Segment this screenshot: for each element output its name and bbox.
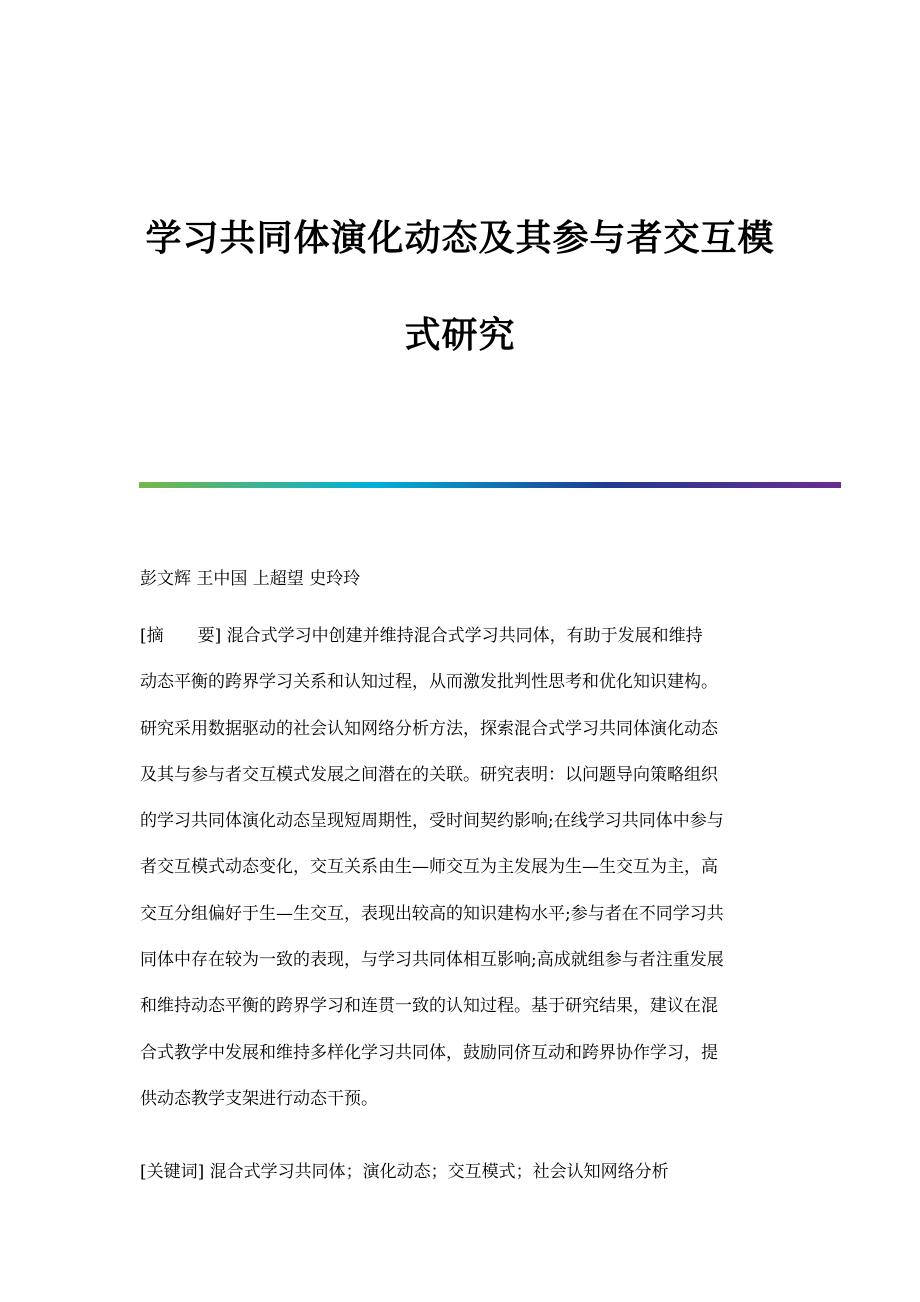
abstract-line: 及其与参与者交互模式发展之间潜在的关联。研究表明：以问题导向策略组织: [140, 764, 718, 785]
abstract-line: 和维持动态平衡的跨界学习和连贯一致的认知过程。基于研究结果，建议在混: [140, 996, 718, 1017]
paper-title-line-1: 学习共同体演化动态及其参与者交互模: [145, 218, 775, 259]
abstract-line: 供动态教学支架进行动态干预。: [140, 1088, 378, 1109]
gradient-divider: [139, 482, 841, 488]
abstract-line: 同体中存在较为一致的表现，与学习共同体相互影响;高成就组参与者注重发展: [140, 950, 724, 971]
abstract-line: 合式教学中发展和维持多样化学习共同体，鼓励同侪互动和跨界协作学习，提: [140, 1042, 718, 1063]
abstract-line: 者交互模式动态变化，交互关系由生—师交互为主发展为生—生交互为主，高: [140, 857, 718, 878]
abstract-line: 交互分组偏好于生—生交互，表现出较高的知识建构水平;参与者在不同学习共: [140, 903, 724, 924]
abstract-line: 研究采用数据驱动的社会认知网络分析方法，探索混合式学习共同体演化动态: [140, 718, 718, 739]
abstract-line: [摘 要] 混合式学习中创建并维持混合式学习共同体，有助于发展和维持: [140, 626, 703, 646]
abstract: [140, 622, 780, 1131]
paper-title-line-2: 式研究: [404, 315, 516, 356]
abstract-line: 的学习共同体演化动态呈现短周期性，受时间契约影响;在线学习共同体中参与: [140, 811, 724, 832]
abstract-line: 动态平衡的跨界学习关系和认知过程，从而激发批判性思考和优化知识建构。: [140, 672, 718, 693]
authors: 彭文辉 王中国 上超望 史玲玲: [140, 569, 361, 589]
keywords: [关键词] 混合式学习共同体；演化动态；交互模式；社会认知网络分析: [140, 1162, 669, 1182]
